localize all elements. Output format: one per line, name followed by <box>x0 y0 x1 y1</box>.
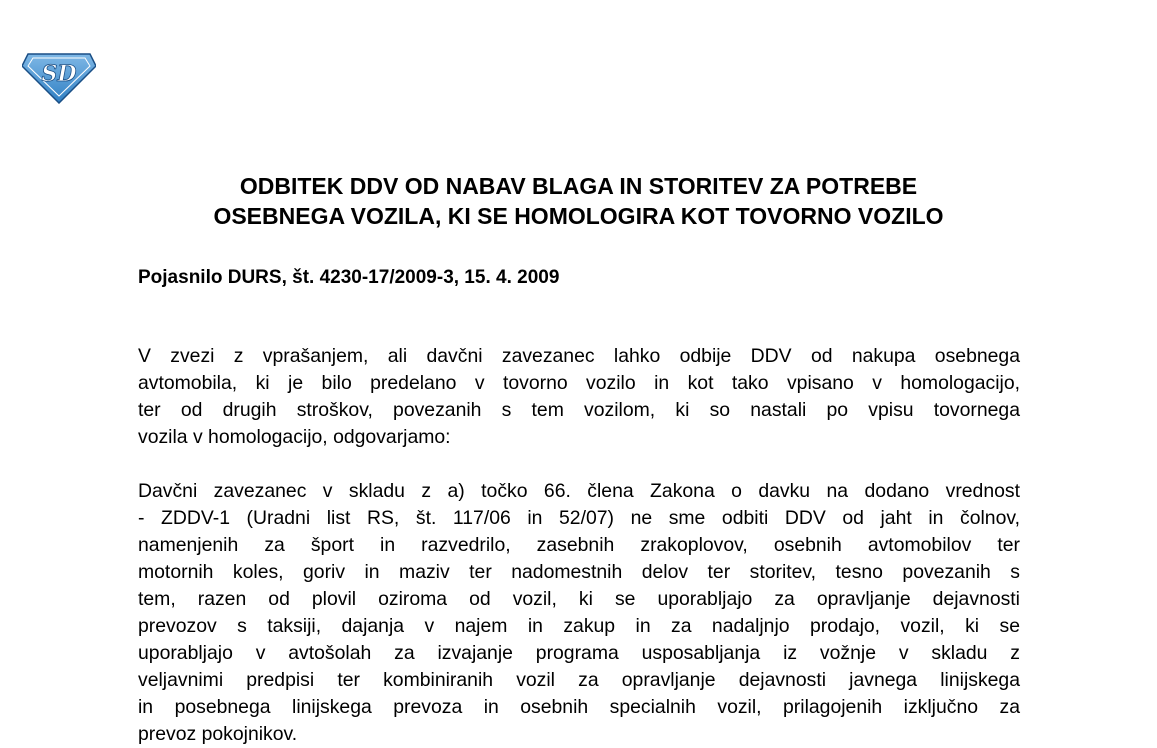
logo-text: SD <box>41 61 77 87</box>
title-line-2: OSEBNEGA VOZILA, KI SE HOMOLOGIRA KOT TOVORNO VOZILO <box>213 203 944 229</box>
text-line: in posebnega linijskega prevoza in osebnih specialnih vozil, prilagojenih izključno za <box>138 696 1020 718</box>
text-line: veljavnimi predpisi ter kombiniranih vozil za opravljanje dejavnosti javnega linijskega <box>138 669 1020 691</box>
text-line: namenjenih za šport in razvedrilo, zasebnih zrakoplovov, osebnih avtomobilov ter <box>138 534 1020 556</box>
text-line: tem, razen od plovil oziroma od vozil, ki se uporabljajo za opravljanje dejavnosti <box>138 588 1020 610</box>
text-line: avtomobila, ki je bilo predelano v tovorno vozilo in kot tako vpisano v homologacijo, <box>138 372 1020 394</box>
text-line: prevoz pokojnikov. <box>138 723 298 745</box>
text-line: vozila v homologacijo, odgovarjamo: <box>138 426 451 448</box>
document-reference: Pojasnilo DURS, št. 4230-17/2009-3, 15. 4. 2009 <box>138 267 560 288</box>
page-title <box>100 171 1057 231</box>
text-line: Davčni zavezanec v skladu z a) točko 66. člena Zakona o davku na dodano vrednost <box>138 480 1020 502</box>
text-line: motornih koles, goriv in maziv ter nadomestnih delov ter storitev, tesno povezanih s <box>138 561 1020 583</box>
text-line: uporabljajo v avtošolah za izvajanje programa usposabljanja iz vožnje v skladu z <box>138 642 1020 664</box>
text-line: - ZDDV-1 (Uradni list RS, št. 117/06 in 52/07) ne sme odbiti DDV od jaht in čolnov, <box>138 507 1020 529</box>
text-line: V zvezi z vprašanjem, ali davčni zavezanec lahko odbije DDV od nakupa osebnega <box>138 345 1020 367</box>
text-line: ter od drugih stroškov, povezanih s tem vozilom, ki so nastali po vpisu tovornega <box>138 399 1020 421</box>
text-line: prevozov s taksiji, dajanja v najem in zakup in za nadaljnjo prodajo, vozil, ki se <box>138 615 1020 637</box>
company-logo <box>22 50 96 104</box>
paragraph-2 <box>138 478 1020 748</box>
paragraph-1 <box>138 343 1020 451</box>
shield-logo-icon <box>22 50 96 104</box>
title-line-1: ODBITEK DDV OD NABAV BLAGA IN STORITEV ZA POTREBE <box>239 173 918 199</box>
